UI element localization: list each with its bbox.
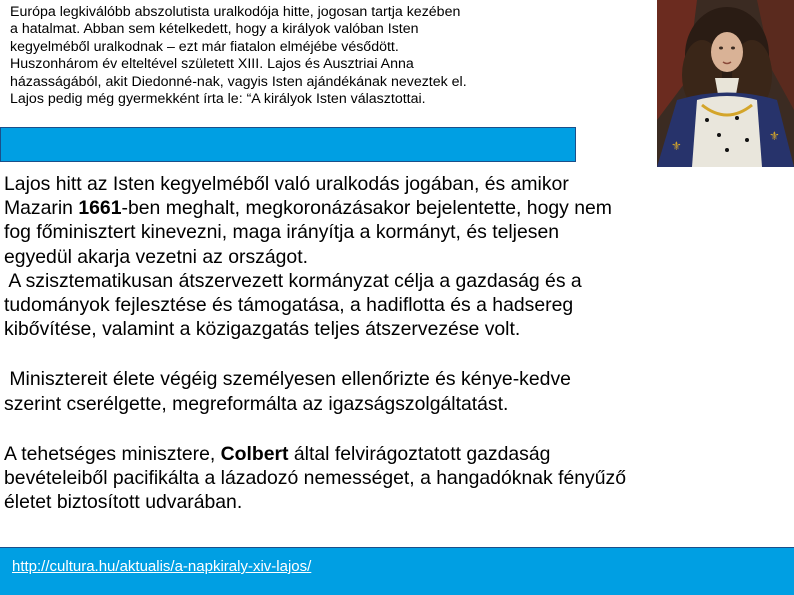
portrait-illustration [657,0,794,167]
paragraph-line: Minisztereit élete végéig személyesen ellenőrizte és kénye-kedve [4,368,571,391]
intro-line: házasságából, akit Diedonné-nak, vagyis Isten ajándékának neveztek el. [10,73,467,90]
paragraph-line: fog főminisztert kinevezni, maga irányítja a kormányt, és teljesen [4,221,560,244]
paragraph-line: kibővítése, valamint a közigazgatás teljes átszervezése volt. [4,318,521,341]
svg-text:⚜: ⚜ [769,129,780,143]
intro-line: Lajos pedig még gyermekként írta le: “A királyok Isten választottai. [10,91,426,108]
blue-banner [0,127,576,162]
paragraph-line: A tehetséges minisztere, Colbert által felvirágoztatott gazdaság [4,442,551,465]
intro-text [10,4,610,108]
paragraph-line: bevételeiből pacifikálta a lázadozó nemességet, a hangadóknak fényűző [4,467,627,490]
main-text [4,172,790,514]
paragraph-line: szerint cserélgette, megreformálta az igazságszolgáltatást. [4,392,509,415]
year-1661: 1661 [78,197,122,220]
paragraph-line: A szisztematikusan átszervezett kormányzat célja a gazdaság és a [4,269,582,292]
source-link[interactable]: http://cultura.hu/aktualis/a-napkiraly-xiv-lajos/ [12,558,312,575]
paragraph-line: tudományok fejlesztése és támogatása, a hadiflotta és a hadsereg [4,294,574,317]
paragraph-line: életet biztosított udvarában. [4,491,243,514]
svg-text:⚜: ⚜ [671,139,682,153]
colbert-name: Colbert [220,442,289,465]
paragraph-line: Lajos hitt az Isten kegyelméből való uralkodás jogában, és amikor [4,173,569,195]
intro-line: Huszonhárom év elteltével született XIII. Lajos és Ausztriai Anna [10,56,414,73]
paragraph-line: egyedül akarja vezetni az országot. [4,245,308,268]
paragraph-line: Mazarin 1661-ben meghalt, megkoronázásakor bejelentette, hogy nem [4,197,612,220]
intro-line: a hatalmat. Abban sem kételkedett, hogy a királyok valóban Isten [10,21,419,38]
portrait-image [657,0,794,167]
intro-line: kegyelméből uralkodnak – ezt már fiatalon elméjébe vésődött. [10,38,399,55]
link-banner [0,547,794,595]
intro-line: Európa legkiválóbb abszolutista uralkodója hitte, jogosan tartja kezében [10,4,461,20]
